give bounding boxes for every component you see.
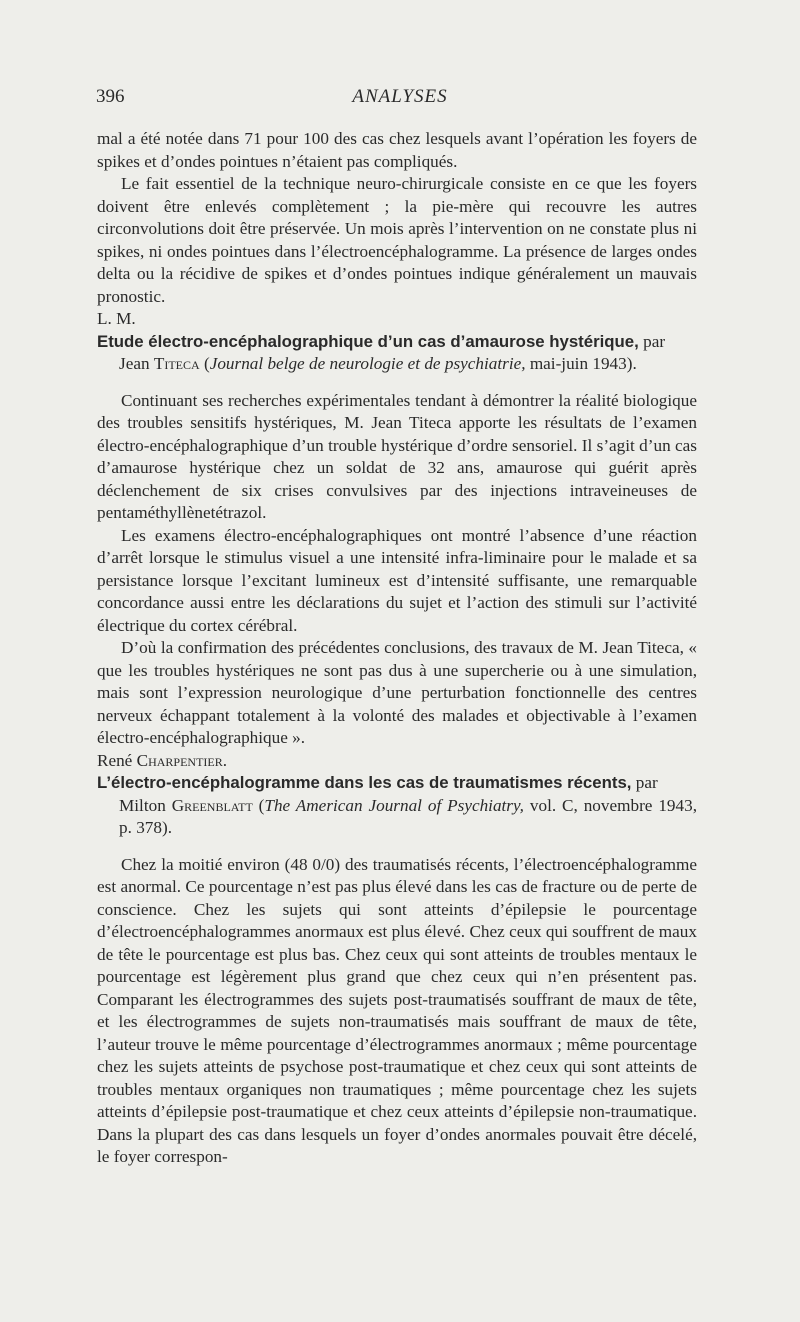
intro-signature: L. M. — [97, 309, 136, 328]
review-1-signature — [97, 750, 697, 773]
review-1-date: mai-juin 1943). — [529, 354, 637, 373]
review-2-citation: Milton Greenblatt (The American Journal of Psychiatry, vol. C, novembre 1943, p. 378). — [119, 795, 698, 837]
review-1-by: par — [643, 331, 666, 351]
review-1-paragraph-2: Les examens électro-encéphalographiques ont montré l’absence d’une réaction d’arrêt lorsque le stimulus visuel a une intensité infra-liminaire pour le malade et sa persistance lorsque l’excitant lumineux est d’intensité suffisante, une remarquable concordance aussi entre les déclarations du sujet et l’action des stimuli sur l’activité électrique du cortex cérébral. — [97, 525, 697, 635]
review-1-title: Etude électro-encéphalographique d’un cas d’amaurose hystérique, — [97, 331, 639, 351]
page-number: 396 — [96, 86, 125, 107]
intro-paragraph-1: mal a été notée dans 71 pour 100 des cas chez lesquels avant l’opération les foyers de spikes et d’ondes pointues n’étaient pas compliqués. — [97, 129, 697, 171]
review-1-citation: Jean Titeca (Journal belge de neurologie et de psychiatrie, mai-juin 1943). — [119, 354, 637, 373]
review-1-journal: Journal belge de neurologie et de psychiatrie, — [209, 354, 526, 373]
review-1-author-last: Titeca — [153, 354, 200, 373]
review-2-author-first: Milton — [119, 795, 166, 815]
review-2-author-last: Greenblatt — [171, 795, 253, 815]
review-1-paragraph-1: Continuant ses recherches expérimentales tendant à démontrer la réalité biologique des troubles sensitifs hystériques, M. Jean Titeca apporte les résultats de l’examen électro-encéphalographique d’un trouble hystérique d’ordre sensoriel. Il s’agit d’un cas d’amaurose hystérique chez un soldat de 32 ans, amaurose qui guérit après déclenchement de six crises convulsives par des injections intraveineuses de pentaméthyllènetétrazol. — [97, 390, 697, 522]
review-1-signature-last: Charpentier. — [136, 750, 228, 770]
review-2-ref: vol. C, novembre 1943, p. 378). — [119, 795, 698, 837]
review-1-heading — [97, 331, 697, 376]
review-1-author-first: Jean — [119, 354, 150, 373]
page-body — [97, 128, 697, 1169]
review-2-journal: The American Journal of Psychiatry, — [264, 795, 524, 815]
intro-paragraph-2: Le fait essentiel de la technique neuro-chirurgicale consiste en ce que les foyers doivent être enlevés complètement ; la pie-mère qui recouvre les autres circonvolutions doit être préservée. Un mois après l’intervention on ne constate plus ni spikes, ni ondes pointues dans l’électroencéphalogramme. La présence de larges ondes delta ou la récidive de spikes et d’ondes pointues indique généralement un mauvais pronostic. — [97, 174, 697, 306]
review-2-heading — [97, 772, 697, 840]
review-1-signature-first: René — [97, 750, 133, 770]
page-header — [96, 86, 704, 112]
review-2-by: par — [635, 773, 658, 792]
review-1-paragraph-3: D’où la confirmation des précédentes conclusions, des travaux de M. Jean Titeca, « que les troubles hystériques ne sont pas dus à une supercherie ou à une simulation, mais sont l’expression neurologique d’une perturbation fonctionnelle des centres nerveux échappant totalement à la volonté des malades et objectivable à l’examen électro-encéphalographique ». — [97, 638, 697, 747]
review-2-title: L’électro-encéphalogramme dans les cas de traumatismes récents, — [97, 773, 632, 792]
review-2-paragraph-1: Chez la moitié environ (48 0/0) des traumatisés récents, l’électroencéphalogramme est anormal. Ce pourcentage n’est pas plus élevé dans les cas de fracture ou de perte de conscience. Chez les sujets qui sont atteints d’épilepsie le pourcentage d’électroencéphalogrammes anormaux est plus élevé. Chez ceux qui souffrent de maux de tête le pourcentage est plus bas. Chez ceux qui sont atteints de troubles mentaux le pourcentage est légèrement plus grand que chez ceux qui n’en présentent pas. Comparant les électrogrammes des sujets post-traumatisés souffrant de maux de tête, et les électrogrammes de sujets non-traumatisés mais souffrant de maux de tête, l’auteur trouve le même pourcentage d’électrogrammes anormaux ; même pourcentage chez les sujets atteints de psychose post-traumatique et chez ceux qui sont atteints de troubles mentaux organiques non traumatiques ; même pourcentage chez les sujets atteints d’épilepsie post-traumatique et chez ceux atteints d’épilepsie non-traumatique. Dans la plupart des cas dans lesquels un foyer d’ondes anormales pouvait être décelé, le foyer correspon- — [97, 854, 697, 1166]
running-head: ANALYSES — [352, 86, 448, 107]
